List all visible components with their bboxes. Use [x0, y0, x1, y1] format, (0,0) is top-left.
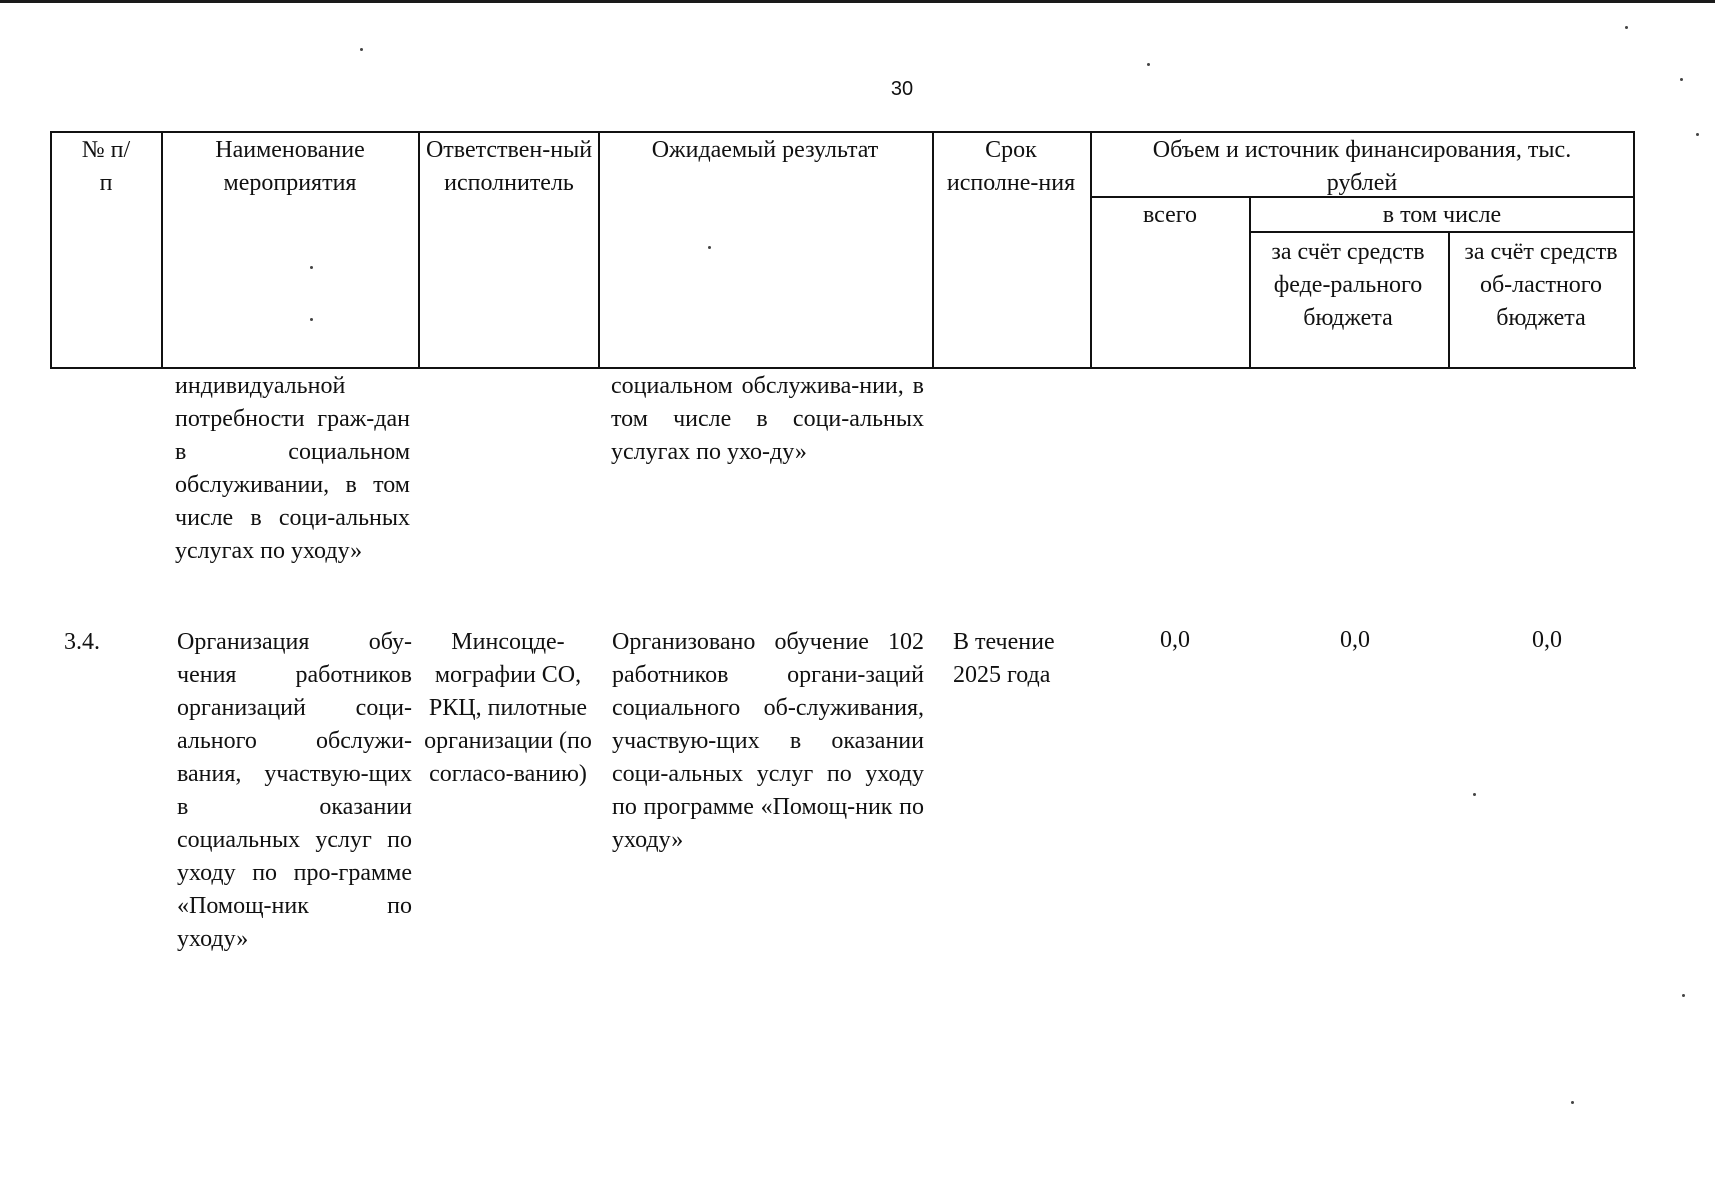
row-3-4-total: 0,0: [1160, 627, 1190, 653]
row-3-4-name: Организация обу-чения работников организаций соци-ального обслужи-вания, участвую-щих в оказании социальных услуг по уходу по про-грамме «Помощ-ник по уходу»: [177, 629, 412, 952]
header-financing: Объем и источник финансирования, тыс. рублей: [1152, 137, 1572, 196]
header-regional: за счёт средств об-ластного бюджета: [1464, 239, 1618, 331]
col-border-num-name: [161, 131, 163, 369]
scan-speck: [1625, 26, 1628, 29]
row-3-4-responsible: Минсоцде-мографии СО, РКЦ, пилотные организации (по согласо-ванию): [424, 629, 592, 787]
header-num: № п/п: [81, 137, 131, 196]
scan-speck: [360, 48, 363, 51]
header-responsible: Ответствен-ный исполнитель: [425, 137, 593, 196]
col-border-total-including: [1249, 197, 1251, 369]
scan-speck: [1696, 133, 1699, 136]
header-federal: за счёт средств феде-рального бюджета: [1271, 239, 1425, 331]
row-3-4-deadline: В течение 2025 года: [953, 629, 1055, 688]
scan-speck: [1147, 63, 1150, 66]
row-continued-result: социальном обслужива-нии, в том числе в соци-альных услугах по ухо-ду»: [611, 373, 924, 465]
scan-speck: [310, 266, 313, 269]
scan-top-edge: [0, 0, 1715, 3]
scan-speck: [310, 318, 313, 321]
col-border-responsible-result: [598, 131, 600, 369]
col-border-deadline-financing: [1090, 131, 1092, 369]
col-border-name-responsible: [418, 131, 420, 369]
row-continued-name: индивидуальной потребности граж-дан в социальном обслуживании, в том числе в соци-альных услугах по уходу»: [175, 373, 410, 564]
header-name: Наименование мероприятия: [215, 137, 365, 196]
header-total: всего: [1142, 202, 1198, 228]
table-top-border: [50, 131, 1634, 133]
scan-speck: [1680, 78, 1683, 81]
row-3-4-result: Организовано обучение 102 работников органи-заций социального об-служивания, участвую-щих в оказании соци-альных услуг по уходу по программе «Помощ-ник по уходу»: [612, 629, 924, 853]
scan-speck: [1473, 793, 1476, 796]
header-bottom-border: [50, 367, 1636, 369]
page-number: 30: [890, 78, 914, 100]
header-including: в том числе: [1382, 202, 1502, 228]
scan-speck: [708, 246, 711, 249]
row-3-4-regional: 0,0: [1532, 627, 1562, 653]
col-border-result-deadline: [932, 131, 934, 369]
row-3-4-federal: 0,0: [1340, 627, 1370, 653]
header-deadline: Срок исполне-ния: [946, 137, 1076, 196]
header-result: Ожидаемый результат: [651, 137, 879, 163]
scan-speck: [1682, 994, 1685, 997]
row-3-4-num: 3.4.: [64, 629, 100, 655]
col-border-right: [1633, 131, 1635, 369]
col-border-federal-regional: [1448, 232, 1450, 369]
scan-speck: [1571, 1101, 1574, 1104]
col-border-left: [50, 131, 52, 369]
